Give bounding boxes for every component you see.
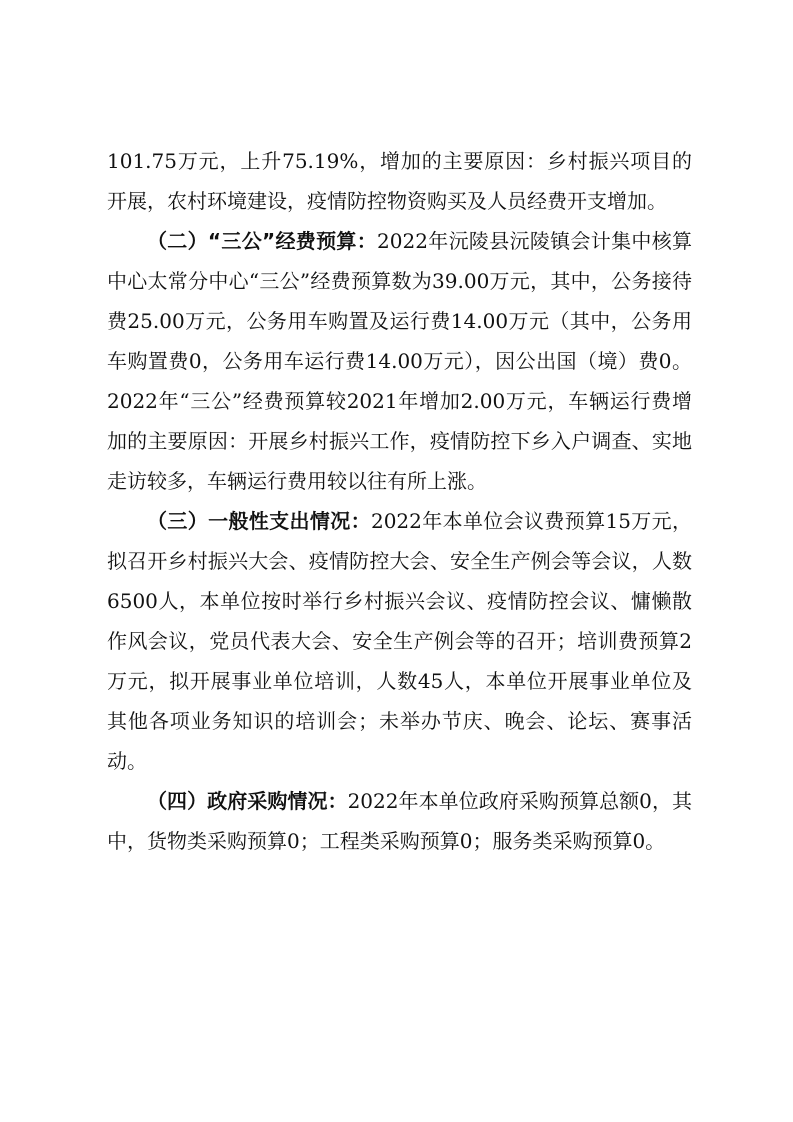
paragraph-three-public-expenses bbox=[107, 221, 692, 501]
paragraph-continuation bbox=[107, 141, 692, 221]
paragraph-text: 2022年本单位政府采购预算总额0，其中，货物类采购预算0；工程类采购预算0；服务类采购预算0。 bbox=[107, 789, 693, 853]
section-heading: （三）一般性支出情况： bbox=[147, 509, 371, 533]
paragraph-text: 2022年本单位会议费预算15万元，拟召开乡村振兴大会、疫情防控大会、安全生产例会等会议，人数6500人，本单位按时举行乡村振兴会议、疫情防控会议、慵懒散作风会议，党员代表大会、安全生产例会等的召开；培训费预算2万元，拟开展事业单位培训，人数45人，本单位开展事业单位及其他各项业务知识的培训会；未举办节庆、晚会、论坛、赛事活动。 bbox=[107, 509, 692, 773]
paragraph-text: 101.75万元，上升75.19%，增加的主要原因：乡村振兴项目的开展，农村环境建设，疫情防控物资购买及人员经费开支增加。 bbox=[107, 149, 692, 213]
paragraph-text: 2022年沅陵县沅陵镇会计集中核算中心太常分中心“三公”经费预算数为39.00万元，其中，公务接待费25.00万元，公务用车购置及运行费14.00万元（其中，公务用车购置费0，公务用车运行费14.00万元），因公出国（境）费0。2022年“三公”经费预算较2021年增加2.00万元，车辆运行费增加的主要原因：开展乡村振兴工作，疫情防控下乡入户调查、实地走访较多，车辆运行费用较以往有所上涨。 bbox=[107, 229, 692, 493]
section-heading: （四）政府采购情况： bbox=[147, 789, 348, 813]
section-heading: （二）“三公”经费预算： bbox=[147, 229, 378, 253]
document-body bbox=[107, 141, 692, 861]
paragraph-government-procurement bbox=[107, 781, 692, 861]
paragraph-general-expenditure bbox=[107, 501, 692, 781]
